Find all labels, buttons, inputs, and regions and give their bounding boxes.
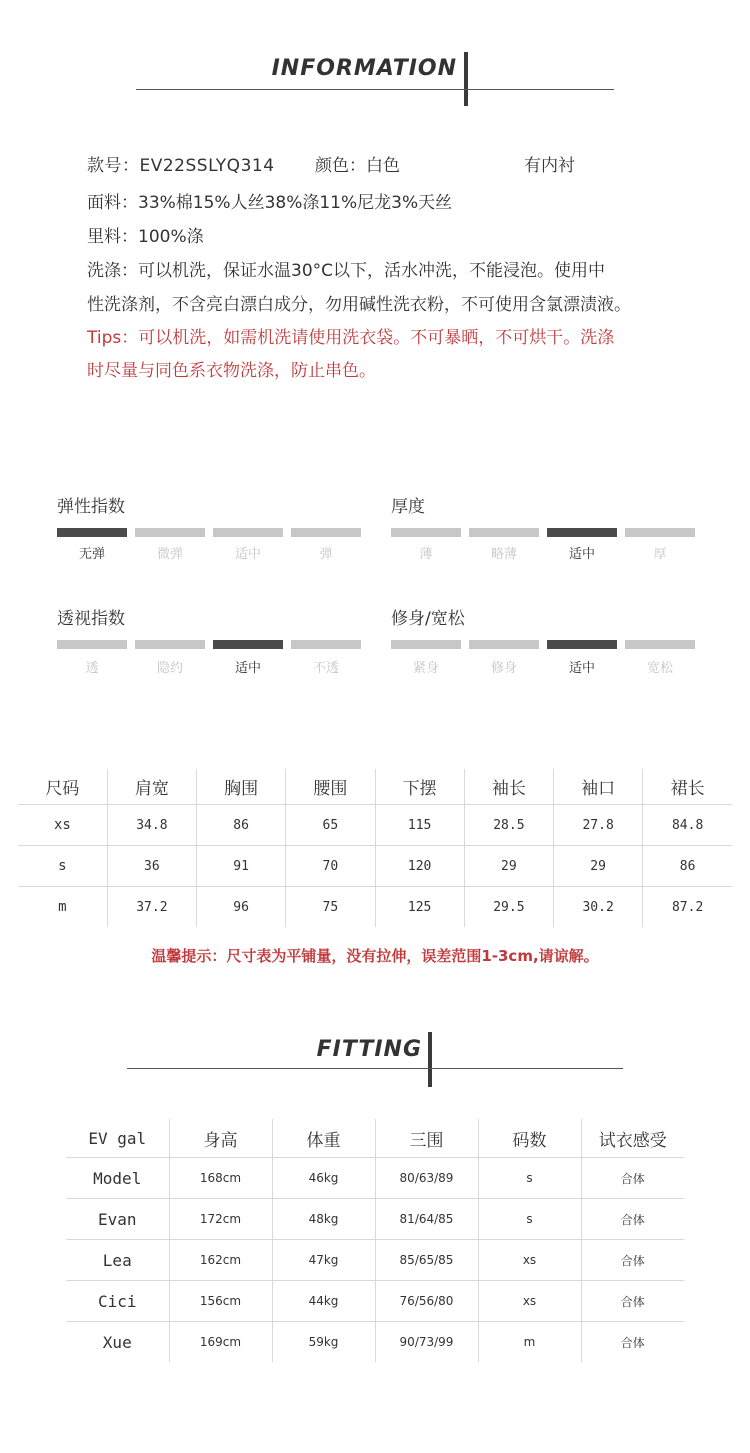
size-table <box>18 769 732 927</box>
tips-line1: Tips：可以机洗，如需机洗请使用洗衣袋。不可暴晒，不可烘干。洗涤 <box>87 328 615 348</box>
size-note: 温馨提示：尺寸表为平铺量，没有拉伸，误差范围1-3cm,请谅解。 <box>151 947 599 965</box>
table-cell: 115 <box>375 805 464 846</box>
color-info: 颜色：白色 <box>315 156 400 176</box>
table-header-cell: 裙长 <box>643 769 732 805</box>
index-option-label: 隐约 <box>156 661 183 676</box>
table-cell: 120 <box>375 846 464 887</box>
table-cell: 75 <box>286 887 375 928</box>
table-header-cell: 尺码 <box>45 779 80 799</box>
table-header-cell: 腰围 <box>286 769 375 805</box>
table-cell: 37.2 <box>107 887 196 928</box>
table-cell: 87.2 <box>643 887 732 928</box>
table-cell: 96 <box>197 887 286 928</box>
table-row <box>66 1240 684 1281</box>
wash-instructions-line2: 性洗涤剂，不含亮白漂白成分，勿用碱性洗衣粉，不可使用含氯漂渍液。 <box>87 295 631 315</box>
style-number: 款号：EV22SSLYQ314 <box>87 156 275 176</box>
table-cell: Cici <box>97 1291 137 1311</box>
table-cell: 76/56/80 <box>375 1281 478 1322</box>
information-divider <box>136 89 614 90</box>
table-cell: s <box>478 1158 581 1199</box>
table-cell: Evan <box>97 1209 137 1229</box>
fitting-divider <box>127 1068 623 1069</box>
table-cell: s <box>478 1199 581 1240</box>
table-cell: Lea <box>102 1250 132 1270</box>
table-cell: 85/65/85 <box>375 1240 478 1281</box>
fitting-heading-bar <box>428 1032 432 1087</box>
table-cell: 29 <box>554 846 643 887</box>
index-option-label: 适中 <box>234 661 261 676</box>
table-header-cell: 袖口 <box>554 769 643 805</box>
index-segment <box>469 528 539 537</box>
table-cell: xs <box>53 817 71 833</box>
table-header-cell: 袖长 <box>464 769 553 805</box>
table-cell: m <box>58 899 67 915</box>
table-cell: 36 <box>107 846 196 887</box>
tips-line2: 时尽量与同色系衣物洗涤，防止串色。 <box>87 361 376 381</box>
table-cell: 29.5 <box>464 887 553 928</box>
lining-fabric-info: 里料：100%涤 <box>87 227 204 247</box>
table-header-cell: 体重 <box>272 1119 375 1158</box>
table-cell: 合体 <box>581 1199 684 1240</box>
index-title: 弹性指数 <box>57 497 125 517</box>
table-cell: m <box>478 1322 581 1363</box>
table-cell: s <box>58 858 67 874</box>
table-cell: 81/64/85 <box>375 1199 478 1240</box>
table-cell: xs <box>478 1240 581 1281</box>
index-option-label: 不透 <box>312 661 339 676</box>
table-cell: 91 <box>197 846 286 887</box>
table-cell: 34.8 <box>107 805 196 846</box>
index-option-label: 透 <box>85 661 99 676</box>
fabric-info: 面料：33%棉15%人丝38%涤11%尼龙3%天丝 <box>87 193 453 213</box>
table-row <box>66 1322 684 1363</box>
index-option-label: 薄 <box>419 547 433 562</box>
index-segment <box>391 528 461 537</box>
index-segment-selected <box>547 640 617 649</box>
table-cell: Xue <box>102 1332 132 1352</box>
wash-instructions-line1: 洗涤：可以机洗，保证水温30°C以下，活水冲洗，不能浸泡。使用中 <box>87 261 606 281</box>
table-cell: 30.2 <box>554 887 643 928</box>
table-header-row <box>66 1119 684 1158</box>
index-option-label: 适中 <box>568 547 595 562</box>
table-cell: 46kg <box>272 1158 375 1199</box>
index-segment <box>135 640 205 649</box>
fitting-heading: FITTING <box>316 1037 422 1062</box>
table-cell: 70 <box>286 846 375 887</box>
table-cell: Model <box>93 1168 142 1188</box>
index-title: 修身/宽松 <box>391 609 465 629</box>
table-cell: 90/73/99 <box>375 1322 478 1363</box>
index-segment <box>391 640 461 649</box>
table-cell: xs <box>478 1281 581 1322</box>
table-cell: 47kg <box>272 1240 375 1281</box>
index-option-label: 适中 <box>234 547 261 562</box>
index-segment-selected <box>57 528 127 537</box>
index-segment <box>625 528 695 537</box>
index-option-label: 弹 <box>319 547 333 562</box>
table-header-cell: 码数 <box>478 1119 581 1158</box>
table-header-cell: EV gal <box>88 1128 147 1148</box>
table-header-cell: 胸围 <box>197 769 286 805</box>
table-row <box>66 1199 684 1240</box>
table-cell: 合体 <box>581 1322 684 1363</box>
table-cell: 44kg <box>272 1281 375 1322</box>
table-cell: 28.5 <box>464 805 553 846</box>
index-segment-selected <box>547 528 617 537</box>
table-cell: 65 <box>286 805 375 846</box>
table-cell: 合体 <box>581 1158 684 1199</box>
index-option-label: 厚 <box>653 547 667 562</box>
index-segment <box>625 640 695 649</box>
table-cell: 29 <box>464 846 553 887</box>
index-title: 透视指数 <box>57 609 125 629</box>
table-cell: 合体 <box>581 1240 684 1281</box>
table-cell: 168cm <box>169 1158 272 1199</box>
table-row <box>18 805 732 846</box>
table-row <box>66 1281 684 1322</box>
index-option-label: 无弹 <box>78 547 105 562</box>
index-segment <box>469 640 539 649</box>
table-cell: 162cm <box>169 1240 272 1281</box>
table-cell: 48kg <box>272 1199 375 1240</box>
index-option-label: 略薄 <box>490 547 517 562</box>
table-row <box>66 1158 684 1199</box>
table-cell: 27.8 <box>554 805 643 846</box>
index-segment <box>135 528 205 537</box>
information-heading: INFORMATION <box>271 56 457 81</box>
index-segment <box>291 640 361 649</box>
lining-info: 有内衬 <box>524 156 575 176</box>
index-title: 厚度 <box>391 497 425 517</box>
table-row <box>18 887 732 928</box>
index-segment <box>57 640 127 649</box>
table-cell: 156cm <box>169 1281 272 1322</box>
index-option-label: 修身 <box>490 661 517 676</box>
index-segment <box>291 528 361 537</box>
table-cell: 172cm <box>169 1199 272 1240</box>
index-segment-selected <box>213 640 283 649</box>
fitting-table <box>66 1119 684 1362</box>
table-cell: 86 <box>197 805 286 846</box>
index-option-label: 紧身 <box>412 661 439 676</box>
index-option-label: 宽松 <box>646 661 673 676</box>
table-cell: 84.8 <box>643 805 732 846</box>
table-row <box>18 846 732 887</box>
information-heading-bar <box>464 52 468 106</box>
index-segment <box>213 528 283 537</box>
table-cell: 125 <box>375 887 464 928</box>
table-header-cell: 下摆 <box>375 769 464 805</box>
index-option-label: 适中 <box>568 661 595 676</box>
table-cell: 80/63/89 <box>375 1158 478 1199</box>
table-header-cell: 三围 <box>375 1119 478 1158</box>
table-cell: 合体 <box>581 1281 684 1322</box>
table-cell: 59kg <box>272 1322 375 1363</box>
table-header-cell: 肩宽 <box>107 769 196 805</box>
table-header-row <box>18 769 732 805</box>
table-header-cell: 试衣感受 <box>581 1119 684 1158</box>
table-cell: 169cm <box>169 1322 272 1363</box>
index-option-label: 微弹 <box>156 547 183 562</box>
table-header-cell: 身高 <box>169 1119 272 1158</box>
table-cell: 86 <box>643 846 732 887</box>
